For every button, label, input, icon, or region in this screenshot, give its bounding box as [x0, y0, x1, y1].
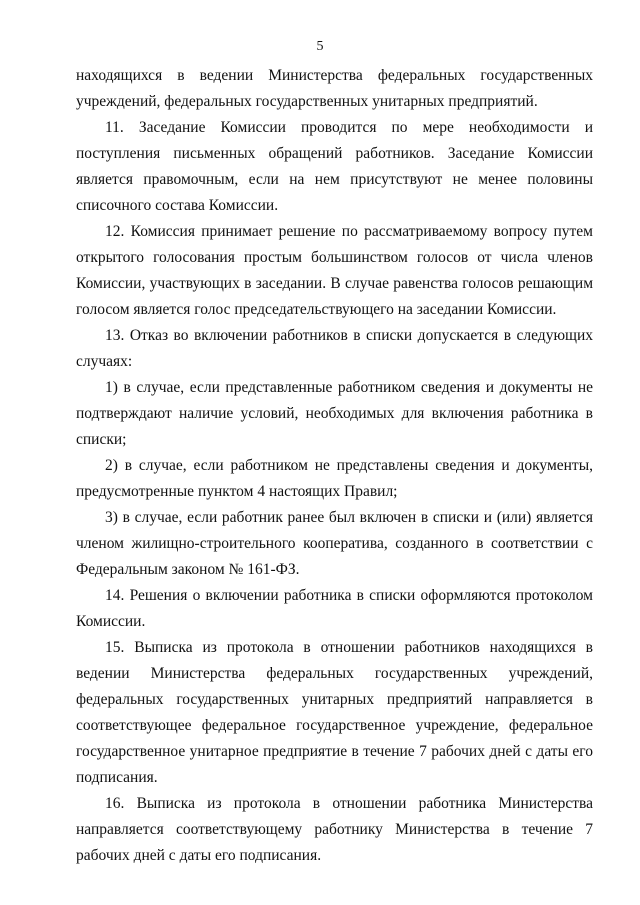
paragraph-13: 13. Отказ во включении работников в списки допускается в следующих случаях:: [76, 327, 593, 370]
paragraph-14: 14. Решения о включении работника в списки оформляются протоколом Комиссии.: [76, 587, 593, 630]
paragraph-11: 11. Заседание Комиссии проводится по мере необходимости и поступления письменных обращений работников. Заседание Комиссии является правомочным, если на нем присутствуют не менее половины списочного состава Комиссии.: [76, 119, 593, 214]
document-body: [76, 63, 593, 869]
page-number: 5: [316, 39, 324, 54]
paragraph-15: 15. Выписка из протокола в отношении работников находящихся в ведении Министерства федеральных государственных учреждений, федеральных государственных унитарных предприятий направляется в соответствующее федеральное государственное учреждение, федеральное государственное унитарное предприятие в течение 7 рабочих дней с даты его подписания.: [76, 639, 593, 786]
paragraph-16: 16. Выписка из протокола в отношении работника Министерства направляется соответствующему работнику Министерства в течение 7 рабочих дней с даты его подписания.: [76, 795, 593, 864]
paragraph-13-item-1: 1) в случае, если представленные работником сведения и документы не подтверждают наличие условий, необходимых для включения работника в списки;: [76, 379, 593, 448]
paragraph-12: 12. Комиссия принимает решение по рассматриваемому вопросу путем открытого голосования простым большинством голосов от числа членов Комиссии, участвующих в заседании. В случае равенства голосов решающим голосом является голос председательствующего на заседании Комиссии.: [76, 223, 593, 318]
paragraph-13-item-2: 2) в случае, если работником не представлены сведения и документы, предусмотренные пунктом 4 настоящих Правил;: [76, 457, 593, 500]
paragraph-13-item-3: 3) в случае, если работник ранее был включен в списки и (или) является членом жилищно-строительного кооператива, созданного в соответствии с Федеральным законом № 161-ФЗ.: [76, 509, 593, 578]
paragraph-continuation: находящихся в ведении Министерства федеральных государственных учреждений, федеральных государственных унитарных предприятий.: [76, 67, 593, 110]
